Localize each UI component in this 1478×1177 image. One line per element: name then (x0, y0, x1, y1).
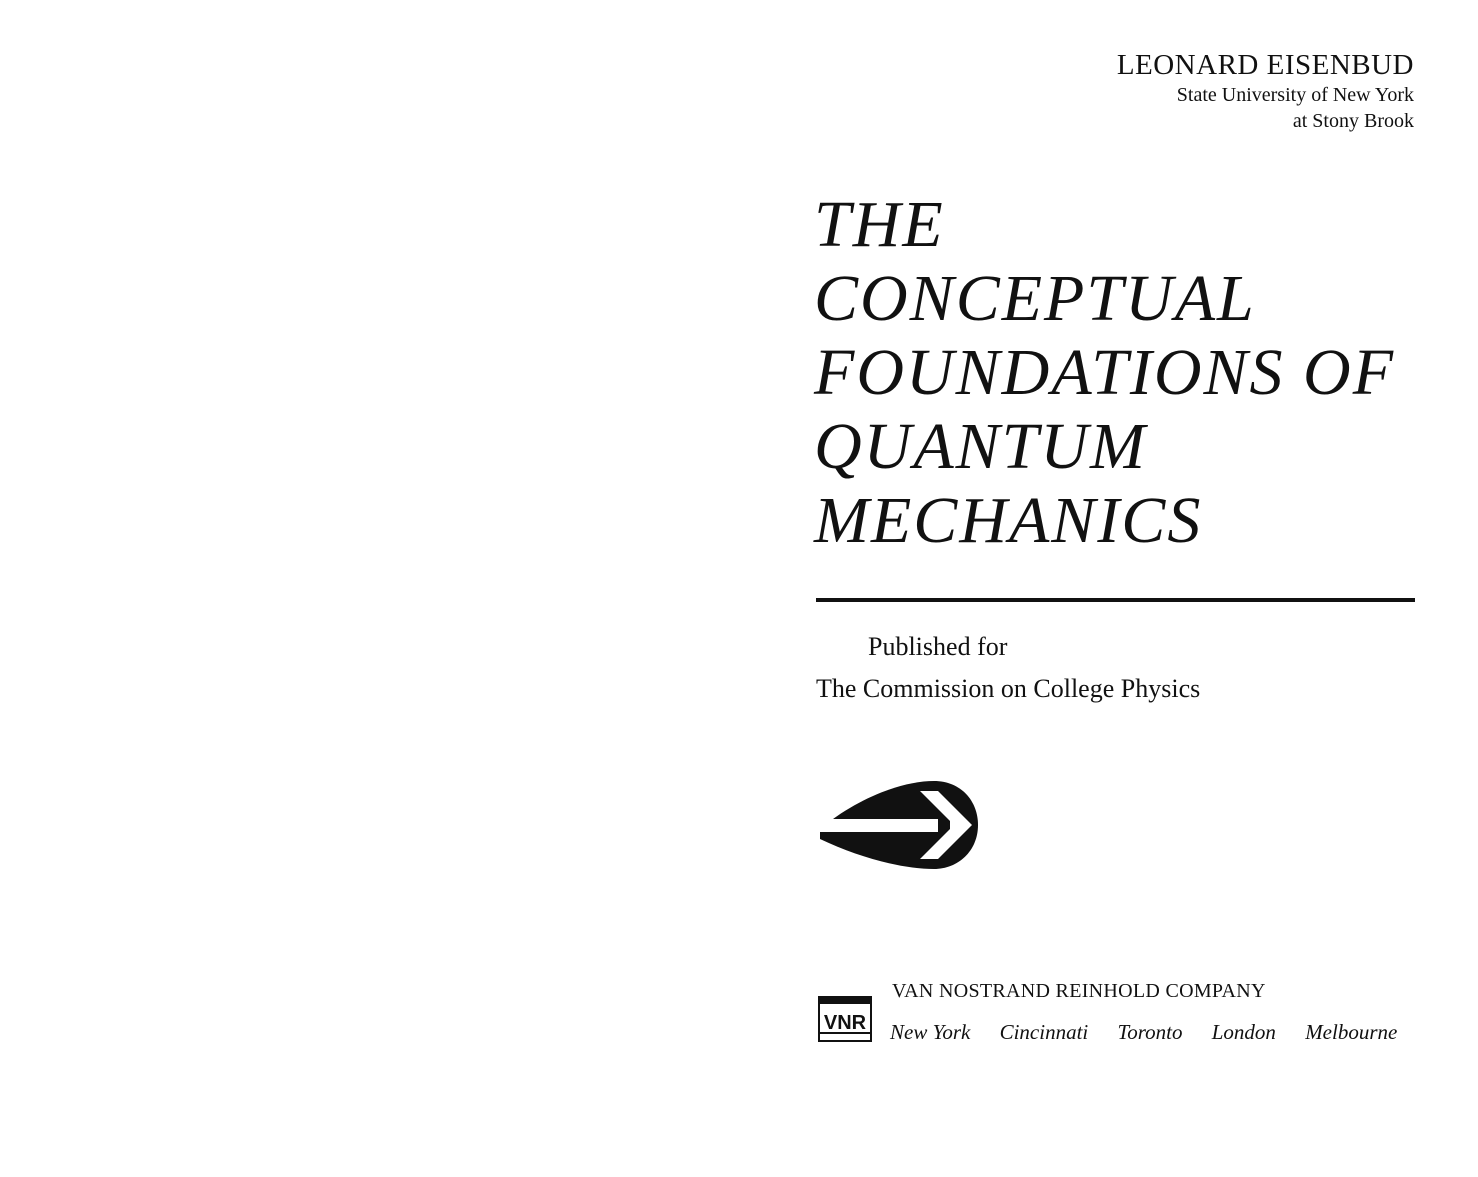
title-rule (816, 598, 1415, 602)
publisher-cities (890, 1020, 1421, 1045)
arrow-emblem-icon (816, 777, 980, 873)
city-melbourne: Melbourne (1305, 1020, 1398, 1044)
publisher-name: VAN NOSTRAND REINHOLD COMPANY (892, 980, 1266, 1002)
book-title (814, 188, 1395, 558)
title-line: CONCEPTUAL (814, 262, 1256, 335)
vnr-logo (818, 996, 872, 1042)
city-new-york: New York (890, 1020, 971, 1044)
city-toronto: Toronto (1117, 1020, 1183, 1044)
author-affiliation-line1: State University of New York (1176, 84, 1414, 106)
vnr-logo-text: VNR (823, 1012, 867, 1034)
title-line: MECHANICS (814, 484, 1203, 557)
commission-name: The Commission on College Physics (816, 674, 1201, 703)
city-cincinnati: Cincinnati (999, 1020, 1089, 1044)
published-for-label: Published for (868, 632, 1008, 661)
author-name: LEONARD EISENBUD (1116, 49, 1414, 81)
author-block (1117, 48, 1414, 134)
city-london: London (1211, 1020, 1276, 1044)
author-affiliation-line2: at Stony Brook (1292, 110, 1414, 132)
title-line: QUANTUM (814, 410, 1148, 483)
title-line: FOUNDATIONS OF (814, 336, 1396, 409)
title-line: THE (814, 188, 945, 261)
